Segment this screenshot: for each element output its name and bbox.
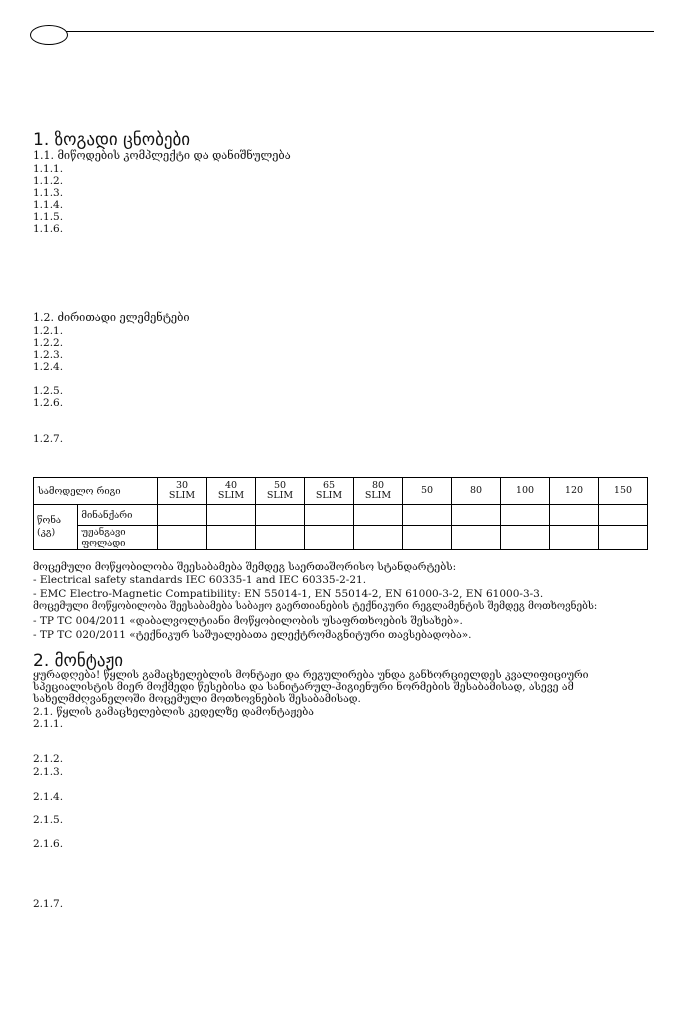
standard-line: - EMC Electro-Magnetic Compatibility: EN 55014-1, EN 55014-2, EN 61000-3-2, EN 61000-3-3.: [33, 588, 544, 600]
table-cell: [599, 505, 648, 526]
model-cell: 65 SLIM: [305, 478, 354, 505]
standards-intro-2: მოცემული მოწყობილობა შეესაბამება საბაჟო გაერთიანების ტექნიკური რეგლამენტის შემდეგ მოთხოვნებს:: [33, 601, 598, 612]
weight-table: [33, 477, 648, 550]
model-cell: 30 SLIM: [158, 478, 207, 505]
table-cell: [550, 505, 599, 526]
model-cell: 50: [403, 478, 452, 505]
table-cell: [403, 526, 452, 550]
table-cell: [501, 526, 550, 550]
item-1-2-6: 1.2.6.: [33, 397, 64, 409]
header-rule: [66, 31, 654, 32]
item-2-1-5: 2.1.5.: [33, 814, 64, 826]
item-1-2-2: 1.2.2.: [33, 337, 64, 349]
table-cell: [354, 526, 403, 550]
item-1-1-1: 1.1.1.: [33, 163, 64, 175]
table-cell: [207, 505, 256, 526]
model-cell: 80: [452, 478, 501, 505]
model-range-label: სამოდელო რიგი: [34, 478, 158, 505]
table-cell: [256, 505, 305, 526]
item-1-1-2: 1.1.2.: [33, 175, 64, 187]
table-cell: [354, 505, 403, 526]
table-cell: [452, 526, 501, 550]
section-2-title: 2. მონტაჟი: [33, 651, 124, 671]
table-cell: [256, 526, 305, 550]
item-1-1-6: 1.1.6.: [33, 223, 64, 235]
table-cell: [501, 505, 550, 526]
table-cell: [452, 505, 501, 526]
item-2-1-1: 2.1.1.: [33, 718, 64, 730]
item-2-1-6: 2.1.6.: [33, 838, 64, 850]
table-cell: [305, 526, 354, 550]
model-cell: 50 SLIM: [256, 478, 305, 505]
table-cell: [599, 526, 648, 550]
standard-line: - Electrical safety standards IEC 60335-1 and IEC 60335-2-21.: [33, 574, 367, 586]
item-1-2-4: 1.2.4.: [33, 361, 64, 373]
model-cell: 150: [599, 478, 648, 505]
item-1-2-7: 1.2.7.: [33, 433, 64, 445]
standards-intro: მოცემული მოწყობილობა შეესაბამება შემდეგ საერთაშორისო სტანდარტებს:: [33, 561, 457, 573]
enamel-label: მინანქარი: [78, 505, 158, 526]
item-1-1-4: 1.1.4.: [33, 199, 64, 211]
item-1-2-1: 1.2.1.: [33, 325, 64, 337]
page-number-oval: [30, 25, 68, 45]
table-cell: [158, 505, 207, 526]
model-cell: 100: [501, 478, 550, 505]
item-2-1-7: 2.1.7.: [33, 898, 64, 910]
table-cell: [158, 526, 207, 550]
model-cell: 120: [550, 478, 599, 505]
weight-label: წონა (კგ): [34, 505, 78, 550]
item-1-1-5: 1.1.5.: [33, 211, 64, 223]
model-cell: 80 SLIM: [354, 478, 403, 505]
model-cell: 40 SLIM: [207, 478, 256, 505]
table-header-row: [34, 478, 648, 505]
standard-line: - TP TC 020/2011 «ტექნიკურ საშუალებათა ელექტრომაგნიტური თავსებადობა».: [33, 629, 472, 641]
item-1-2-5: 1.2.5.: [33, 385, 64, 397]
item-2-1-3: 2.1.3.: [33, 766, 64, 778]
item-2-1-4: 2.1.4.: [33, 791, 64, 803]
table-cell: [305, 505, 354, 526]
standard-line: - TP TC 004/2011 «დაბალვოლტიანი მოწყობილობის უსაფრთხოების შესახებ».: [33, 615, 463, 627]
section-1-title: 1. ზოგადი ცნობები: [33, 130, 191, 150]
table-row: [34, 526, 648, 550]
table-cell: [550, 526, 599, 550]
stainless-steel-label: უჟანგავი ფოლადი: [78, 526, 158, 550]
table-row: [34, 505, 648, 526]
subsection-1-1-title: 1.1. მიწოდების კომპლექტი და დანიშნულება: [33, 149, 291, 162]
table-cell: [403, 505, 452, 526]
item-1-2-3: 1.2.3.: [33, 349, 64, 361]
subsection-1-2-title: 1.2. ძირითადი ელემენტები: [33, 311, 190, 324]
item-1-1-3: 1.1.3.: [33, 187, 64, 199]
item-2-1-2: 2.1.2.: [33, 753, 64, 765]
installation-warning: ყურადღება! წყლის გამაცხელებლის მონტაჟი და რეგულირება უნდა განხორციელდეს კვალიფიციური სპეციალისტის მიერ მოქმედი წესებისა და სანიტარულ-ჰიგიენური ნორმების შესაბამისად, ასევე ამ სახელმძღვანელოში მოცემული მოთხოვნების შესაბამისად.: [33, 669, 589, 705]
table-cell: [207, 526, 256, 550]
subsection-2-1-title: 2.1. წყლის გამაცხელებლის კედელზე დამონტაჟება: [33, 706, 314, 718]
